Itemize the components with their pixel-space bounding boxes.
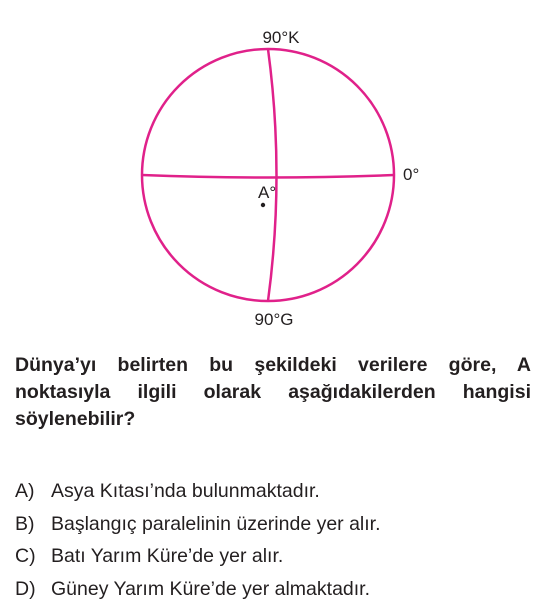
option-text: Güney Yarım Küre’de yer almaktadır. xyxy=(51,577,371,600)
equator-label: 0° xyxy=(403,165,420,184)
point-a-dot xyxy=(261,203,265,207)
globe-circle xyxy=(142,49,394,301)
south-pole-label: 90°G xyxy=(254,310,294,329)
option-text: Batı Yarım Küre’de yer alır. xyxy=(51,545,284,567)
north-pole-label: 90°K xyxy=(262,28,300,47)
option-letter: B) xyxy=(15,512,35,535)
question-text: Dünya’yı belirten bu şekildeki verilere göre, A noktasıyla ilgili olarak aşağıdakilerden hangisi söylenebilir? xyxy=(15,354,531,430)
option-b[interactable] xyxy=(15,508,381,541)
option-d[interactable] xyxy=(15,573,381,606)
option-text: Başlangıç paralelinin üzerinde yer alır. xyxy=(51,512,381,535)
option-text: Asya Kıtası’nda bulunmaktadır. xyxy=(51,480,320,502)
prime-meridian-line xyxy=(268,49,277,301)
option-letter: C) xyxy=(15,545,36,567)
equator-line xyxy=(142,175,394,178)
point-a-label: A° xyxy=(258,183,277,202)
option-a[interactable] xyxy=(15,475,381,508)
answer-options xyxy=(15,475,381,605)
option-c[interactable] xyxy=(15,540,381,573)
option-letter: D) xyxy=(15,577,36,600)
option-letter: A) xyxy=(15,480,35,502)
